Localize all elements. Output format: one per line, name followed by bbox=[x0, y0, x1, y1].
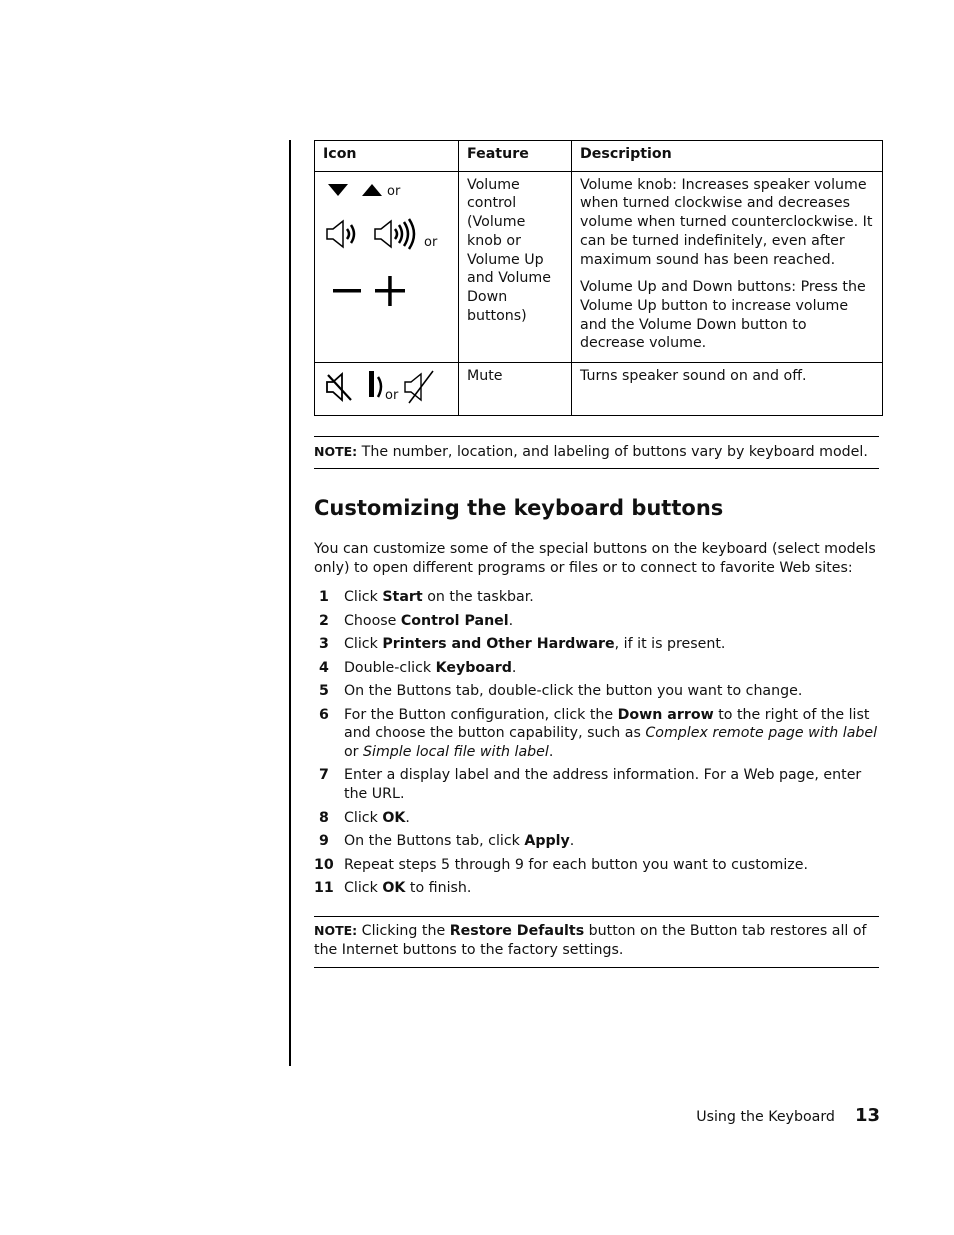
steps-list bbox=[314, 588, 880, 903]
step-italic-text: Simple local file with label bbox=[363, 743, 549, 760]
list-item bbox=[314, 809, 880, 828]
step-bold-text: Apply bbox=[524, 833, 570, 850]
header-icon: Icon bbox=[315, 141, 459, 172]
list-item bbox=[314, 766, 880, 803]
note-text: button on the Button tab restores all of the Internet buttons to the factory settings. bbox=[314, 923, 867, 958]
step-bold-text: Start bbox=[382, 589, 423, 605]
step-text: or bbox=[344, 743, 364, 760]
step-text: to the right of the list and choose the button capability, such as bbox=[344, 706, 870, 742]
list-item bbox=[314, 832, 880, 851]
step-text: Click bbox=[344, 636, 383, 652]
table-row bbox=[315, 362, 883, 415]
step-text: Repeat steps 5 through 9 for each button you want to customize. bbox=[344, 856, 808, 873]
step-text: . bbox=[569, 833, 575, 850]
mute-speaker-icon bbox=[325, 371, 353, 403]
note-bold-text: Restore Defaults bbox=[449, 923, 585, 939]
speaker-high-icon bbox=[373, 218, 423, 250]
step-text: Enter a display label and the address information. For a Web page, enter the URL. bbox=[344, 767, 862, 803]
table-row bbox=[315, 171, 883, 362]
note-text: The number, location, and labeling of buttons vary by keyboard model. bbox=[357, 444, 868, 460]
volume-down-triangle-icon bbox=[327, 182, 349, 198]
note-label: NOTE: bbox=[314, 923, 358, 938]
margin-rule bbox=[289, 140, 291, 1066]
step-text: . bbox=[405, 809, 410, 826]
step-bold-text: Down arrow bbox=[617, 706, 714, 723]
list-item bbox=[314, 588, 880, 607]
description-text: Volume Up and Down buttons: Press the Volume Up button to increase volume and the Volume Down button to decrease volume. bbox=[580, 279, 866, 352]
list-item bbox=[314, 706, 880, 762]
note-label: NOTE: bbox=[314, 444, 358, 459]
note-box bbox=[314, 436, 879, 469]
step-number: 8 bbox=[319, 809, 329, 826]
step-text: on the taskbar. bbox=[422, 589, 534, 605]
feature-cell: Volume control (Volume knob or Volume Up and Volume Down buttons) bbox=[459, 171, 572, 362]
header-description: Description bbox=[572, 141, 883, 172]
list-item bbox=[314, 659, 880, 678]
step-number: 1 bbox=[319, 589, 329, 605]
list-item bbox=[314, 682, 880, 701]
step-number: 6 bbox=[319, 706, 329, 723]
step-text: . bbox=[511, 659, 517, 676]
plus-icon bbox=[375, 276, 407, 308]
description-cell bbox=[572, 362, 883, 415]
step-bold-text: OK bbox=[382, 880, 406, 897]
feature-table bbox=[314, 140, 883, 416]
step-bold-text: Keyboard bbox=[435, 659, 512, 676]
list-item bbox=[314, 879, 880, 898]
speaker-low-icon bbox=[325, 218, 363, 250]
step-text: Click bbox=[344, 589, 383, 605]
header-feature: Feature bbox=[459, 141, 572, 172]
step-italic-text: Complex remote page with label bbox=[645, 725, 878, 742]
description-text: Volume knob: Increases speaker volume when turned clockwise and decreases volume when turned counterclockwise. It can be turned indefinitely, even after maximum sound has been reached. bbox=[580, 176, 873, 268]
description-text: Turns speaker sound on and off. bbox=[580, 367, 807, 384]
table-header-row bbox=[315, 141, 883, 172]
step-text: On the Buttons tab, click bbox=[344, 833, 525, 850]
step-text: Double-click bbox=[344, 659, 436, 676]
icon-cell bbox=[315, 171, 459, 362]
list-item bbox=[314, 856, 880, 875]
section-title: Customizing the keyboard buttons bbox=[314, 496, 724, 520]
or-label: or bbox=[385, 387, 399, 403]
description-cell bbox=[572, 171, 883, 362]
step-text: For the Button configuration, click the bbox=[344, 706, 618, 723]
step-number: 3 bbox=[319, 636, 329, 652]
step-text: On the Buttons tab, double-click the button you want to change. bbox=[344, 683, 803, 699]
step-text: to finish. bbox=[405, 880, 472, 897]
or-label: or bbox=[424, 234, 438, 250]
step-number: 5 bbox=[319, 683, 329, 699]
intro-paragraph: You can customize some of the special buttons on the keyboard (select models only) to open different programs or files or to connect to favorite Web sites: bbox=[314, 541, 876, 576]
footer-section-title: Using the Keyboard bbox=[696, 1109, 835, 1125]
step-number: 2 bbox=[319, 612, 329, 629]
list-item bbox=[314, 635, 880, 654]
step-number: 11 bbox=[314, 880, 334, 897]
or-label: or bbox=[387, 183, 401, 199]
step-number: 7 bbox=[319, 767, 329, 784]
note-text: Clicking the bbox=[357, 923, 450, 939]
note-box bbox=[314, 916, 879, 968]
page-footer bbox=[600, 1105, 880, 1126]
step-number: 9 bbox=[319, 833, 329, 850]
step-bold-text: Control Panel bbox=[400, 612, 509, 629]
step-number: 4 bbox=[319, 659, 329, 676]
page-number: 13 bbox=[854, 1105, 880, 1126]
feature-cell: Mute bbox=[459, 362, 572, 415]
step-text: Click bbox=[344, 880, 383, 897]
step-text: . bbox=[548, 743, 554, 760]
list-item bbox=[314, 612, 880, 631]
volume-up-triangle-icon bbox=[361, 182, 383, 198]
step-number: 10 bbox=[314, 856, 334, 873]
minus-icon bbox=[333, 276, 363, 306]
speaker-slash-icon bbox=[401, 369, 437, 405]
step-text: Click bbox=[344, 809, 383, 826]
icon-cell bbox=[315, 362, 459, 415]
step-bold-text: Printers and Other Hardware bbox=[382, 636, 615, 652]
step-text: , if it is present. bbox=[614, 636, 726, 652]
step-bold-text: OK bbox=[382, 809, 406, 826]
step-text: . bbox=[508, 612, 514, 629]
step-text: Choose bbox=[344, 612, 401, 629]
